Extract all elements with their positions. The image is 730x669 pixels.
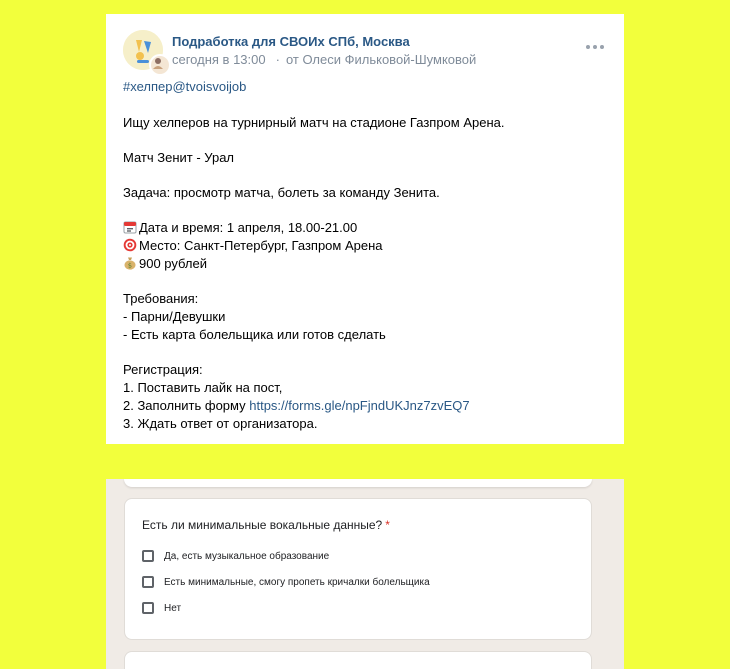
dot: [593, 45, 597, 49]
dot: [600, 45, 604, 49]
post-line-req-1: - Парни/Девушки: [123, 309, 226, 324]
meta-separator: ·: [275, 52, 280, 67]
previous-question-card: [124, 479, 592, 487]
group-avatar[interactable]: [123, 30, 163, 70]
post-line-reg-2: [123, 397, 613, 415]
checkbox[interactable]: [142, 576, 154, 588]
dot: [586, 45, 590, 49]
post-line-task: Задача: просмотр матча, болеть за команду Зенита.: [123, 185, 440, 200]
svg-text:$: $: [127, 261, 133, 270]
option-label: Нет: [164, 602, 182, 614]
hashtag-link[interactable]: #хелпер@tvoisvoijob: [123, 79, 247, 94]
post-text: [123, 114, 613, 433]
question-card: [124, 498, 592, 640]
place-text: Место: Санкт-Петербург, Газпром Арена: [139, 238, 383, 253]
next-question-card: [124, 651, 592, 669]
post-line-reg-1: 1. Поставить лайк на пост,: [123, 380, 283, 395]
target-icon: [123, 238, 137, 252]
post-line-reg-3: 3. Ждать ответ от организатора.: [123, 416, 318, 431]
pay-text: 900 рублей: [139, 256, 207, 271]
reg-2-text: 2. Заполнить форму: [123, 398, 250, 413]
more-dots-icon[interactable]: [586, 44, 604, 50]
post-line-datetime: [123, 219, 613, 237]
datetime-text: Дата и время: 1 апреля, 18.00-21.00: [139, 220, 358, 235]
group-name-link[interactable]: Подработка для СВОИх СПб, Москва: [172, 34, 410, 49]
checkbox[interactable]: [142, 550, 154, 562]
post-line-reg-title: Регистрация:: [123, 362, 203, 377]
post-line-intro: Ищу хелперов на турнирный матч на стадионе Газпром Арена.: [123, 115, 505, 130]
checkbox[interactable]: [142, 602, 154, 614]
required-mark: *: [385, 518, 390, 532]
calendar-icon: [123, 220, 137, 234]
person-icon: [151, 56, 165, 70]
post-line-pay: [123, 255, 613, 273]
google-form-screenshot: [106, 479, 624, 669]
form-link[interactable]: https://forms.gle/npFjndUKJnz7zvEQ7: [249, 398, 470, 413]
option-3[interactable]: [142, 602, 181, 614]
option-2[interactable]: [142, 576, 430, 588]
post-meta: [172, 52, 476, 67]
question-text: Есть ли минимальные вокальные данные?: [142, 518, 383, 532]
post-line-place: [123, 237, 613, 255]
post-line-req-2: - Есть карта болельщика или готов сделать: [123, 327, 386, 342]
post-line-req-title: Требования:: [123, 291, 199, 306]
author-avatar[interactable]: [149, 54, 171, 76]
money-bag-icon: [123, 256, 137, 270]
option-label: Есть минимальные, смогу пропеть кричалки болельщика: [164, 576, 430, 588]
post-time[interactable]: сегодня в 13:00: [172, 52, 266, 67]
vk-post-card: [106, 14, 624, 444]
option-1[interactable]: [142, 550, 329, 562]
option-label: Да, есть музыкальное образование: [164, 550, 330, 562]
post-author[interactable]: от Олеси Фильковой-Шумковой: [285, 52, 477, 67]
post-line-match: Матч Зенит - Урал: [123, 150, 235, 165]
question-title: [142, 518, 390, 532]
